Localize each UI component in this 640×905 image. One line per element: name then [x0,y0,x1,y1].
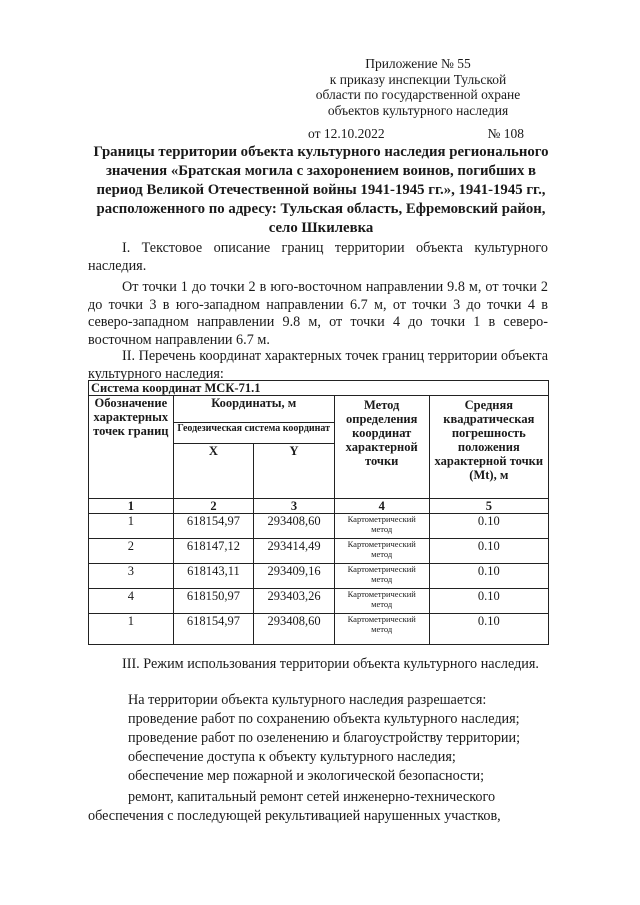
table-row [89,514,549,539]
section-2-heading: II. Перечень координат характерных точек границ территории объекта культурного наследия: [88,348,548,382]
col-header-error: Средняя квадратическая погрешность положения характерной точки (Mt), м [429,396,548,499]
col-header-method: Метод определения координат характерной точки [334,396,429,499]
cell-x: 618154,97 [173,614,254,645]
cell-y: 293403,26 [254,589,335,614]
col-num-3: 3 [254,499,335,514]
section-1-heading: I. Текстовое описание границ территории объекта культурного наследия. [88,240,548,274]
section-1-text: От точки 1 до точки 2 в юго-восточном направлении 9.8 м, от точки 2 до точки 3 в юго-западном направлении 6.7 м, от точки 3 до точки 4 в северо-западном направлении 9.8 м, от точки 4 до точки 1 в северо-восточном направлении 6.7 м. [88,279,548,348]
col-header-point: Обозначение характерных точек границ [89,396,174,499]
cell-error: 0.10 [429,589,548,614]
section-3-heading: III. Режим использования территории объекта культурного наследия. [122,656,539,672]
col-num-1: 1 [89,499,174,514]
cell-y: 293408,60 [254,614,335,645]
allowed-intro: На территории объекта культурного наследия разрешается: [128,692,487,708]
table-row [89,539,549,564]
approval-number: № 108 [487,126,524,141]
col-num-4: 4 [334,499,429,514]
cell-method: Картометрический метод [334,614,429,645]
col-header-geodetic: Геодезическая система координат [173,422,334,443]
document-title: Границы территории объекта культурного наследия регионального значения «Братская могила с захоронением воинов, погибших в период Великой Отечественной войны 1941-1945 гг.», 1941-1945 гг., расположенного по адресу: Тульская область, Ефремовский район, село Шкилевка [93,144,549,236]
allowed-item-1: проведение работ по сохранению объекта культурного наследия; [128,711,520,727]
cell-x: 618143,11 [173,564,254,589]
cell-x: 618154,97 [173,514,254,539]
approval-line-1: Приложение № 55 [365,56,471,71]
cell-y: 293414,49 [254,539,335,564]
cell-error: 0.10 [429,614,548,645]
table-row [89,589,549,614]
allowed-item-2: проведение работ по озеленению и благоустройству территории; [128,730,521,746]
coordinate-system-label: Система координат МСК-71.1 [89,381,549,396]
approval-date-row [298,126,538,142]
cell-method: Картометрический метод [334,564,429,589]
approval-line-4: объектов культурного наследия [327,102,509,118]
col-header-y: Y [254,444,335,499]
table-row [89,614,549,645]
col-header-x: X [173,444,254,499]
cell-error: 0.10 [429,564,548,589]
cell-point: 1 [89,514,174,539]
allowed-item-5b: обеспечения с последующей рекультивацией нарушенных участков, [88,808,501,824]
approval-line-3: области по государственной охране [315,87,521,102]
col-num-5: 5 [429,499,548,514]
cell-y: 293409,16 [254,564,335,589]
coordinates-table [88,380,549,645]
approval-date: от 12.10.2022 [308,126,385,141]
allowed-item-4: обеспечение мер пожарной и экологической безопасности; [128,768,485,784]
allowed-item-5a: ремонт, капитальный ремонт сетей инженерно-технического [128,789,496,805]
approval-line-2: к приказу инспекции Тульской [329,71,507,87]
cell-x: 618147,12 [173,539,254,564]
cell-point: 4 [89,589,174,614]
cell-method: Картометрический метод [334,514,429,539]
cell-point: 1 [89,614,174,645]
col-header-coords: Координаты, м [173,396,334,423]
cell-error: 0.10 [429,514,548,539]
allowed-item-3: обеспечение доступа к объекту культурного наследия; [128,749,456,765]
cell-y: 293408,60 [254,514,335,539]
cell-error: 0.10 [429,539,548,564]
cell-x: 618150,97 [173,589,254,614]
cell-method: Картометрический метод [334,589,429,614]
cell-point: 2 [89,539,174,564]
cell-point: 3 [89,564,174,589]
col-num-2: 2 [173,499,254,514]
column-number-row [89,499,549,514]
approval-block [298,56,538,142]
cell-method: Картометрический метод [334,539,429,564]
table-row [89,564,549,589]
